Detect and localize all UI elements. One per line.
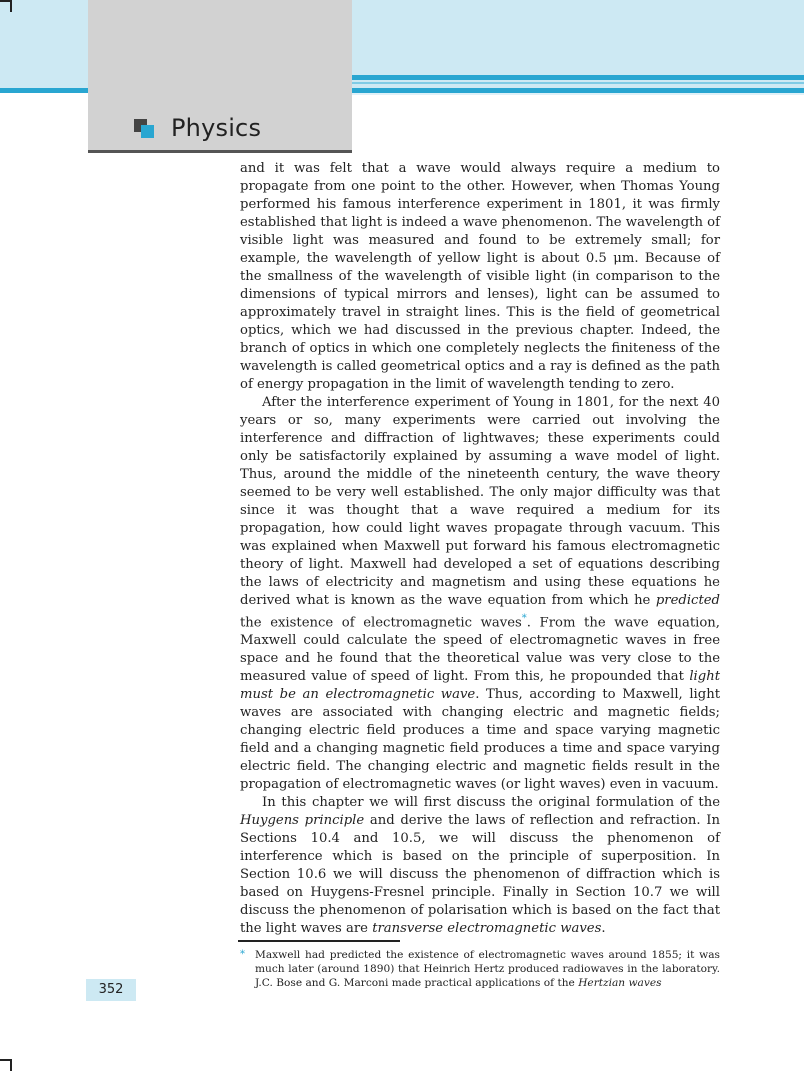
body-text: [240, 160, 720, 938]
two-squares-icon: [134, 119, 156, 141]
footnote-star: *: [240, 949, 245, 960]
footnote-marker[interactable]: *: [521, 613, 527, 624]
paragraph-3: In this chapter we will first discuss the original formulation of the Huygens principle and derive the laws of reflection and refraction. In Sections 10.4 and 10.5, we will discuss the phenomenon of interference which is based on the principle of superposition. In Section 10.6 we will discuss the phenomenon of diffraction which is based on Huygens-Fresnel principle. Finally in Section 10.7 we will discuss the phenomenon of polarisation which is based on the fact that the light waves are transverse electromagnetic waves.: [240, 795, 720, 937]
header-rule-upper: [352, 75, 804, 80]
crop-mark-top-left-v: [10, 0, 12, 12]
header-rule-shadow: [352, 93, 804, 95]
paragraph-2: After the interference experiment of Young in 1801, for the next 40 years or so, many experiments were carried out involving the interference and diffraction of lightwaves; these experiments could only be satisfactorily explained by assuming a wave model of light. Thus, around the middle of the nineteenth century, the wave theory seemed to be very well established. The only major difficulty was that since it was thought that a wave required a medium for its propagation, how could light waves propagate through vacuum. This was explained when Maxwell put forward his famous electromagnetic theory of light. Maxwell had developed a set of equations describing the laws of electricity and magnetism and using these equations he derived what is known as the wave equation from which he predicted the existence of electromagnetic waves*. From the wave equation, Maxwell could calculate the speed of electromagnetic waves in free space and he found that the theoretical value was very close to the measured value of speed of light. From this, he propounded that light must be an electromagnetic wave. Thus, according to Maxwell, light waves are associated with changing electric and magnetic fields; changing electric field produces a time and space varying magnetic field and a changing magnetic field produces a time and space varying electric field. The changing electric and magnetic fields result in the propagation of electromagnetic waves (or light waves) even in vacuum.: [240, 395, 720, 793]
footnote: * Maxwell had predicted the existence of electromagnetic waves around 1855; it was much later (around 1890) that Heinrich Hertz produced radiowaves in the laboratory. J.C. Bose and G. Marconi made practical applications of the Hertzian waves: [240, 949, 720, 989]
chapter-title: Physics: [171, 114, 262, 142]
header-rule-upper-light: [352, 82, 804, 84]
footnote-rule: [238, 940, 400, 942]
crop-mark-bottom-left-v: [10, 1059, 12, 1071]
paragraph-1: and it was felt that a wave would always require a medium to propagate from one point to the other. However, when Thomas Young performed his famous interference experiment in 1801, it was firmly established that light is indeed a wave phenomenon. The wavelength of visible light was measured and found to be extremely small; for example, the wavelength of yellow light is about 0.5 μm. Because of the smallness of the wavelength of visible light (in comparison to the dimensions of typical mirrors and lenses), light can be assumed to approximately travel in straight lines. This is the field of geometrical optics, which we had discussed in the previous chapter. Indeed, the branch of optics in which one completely neglects the finiteness of the wavelength is called geometrical optics and a ray is defined as the path of energy propagation in the limit of wavelength tending to zero.: [240, 161, 720, 392]
chapter-header-underline: [88, 150, 352, 153]
page-number: 352: [86, 979, 136, 1001]
